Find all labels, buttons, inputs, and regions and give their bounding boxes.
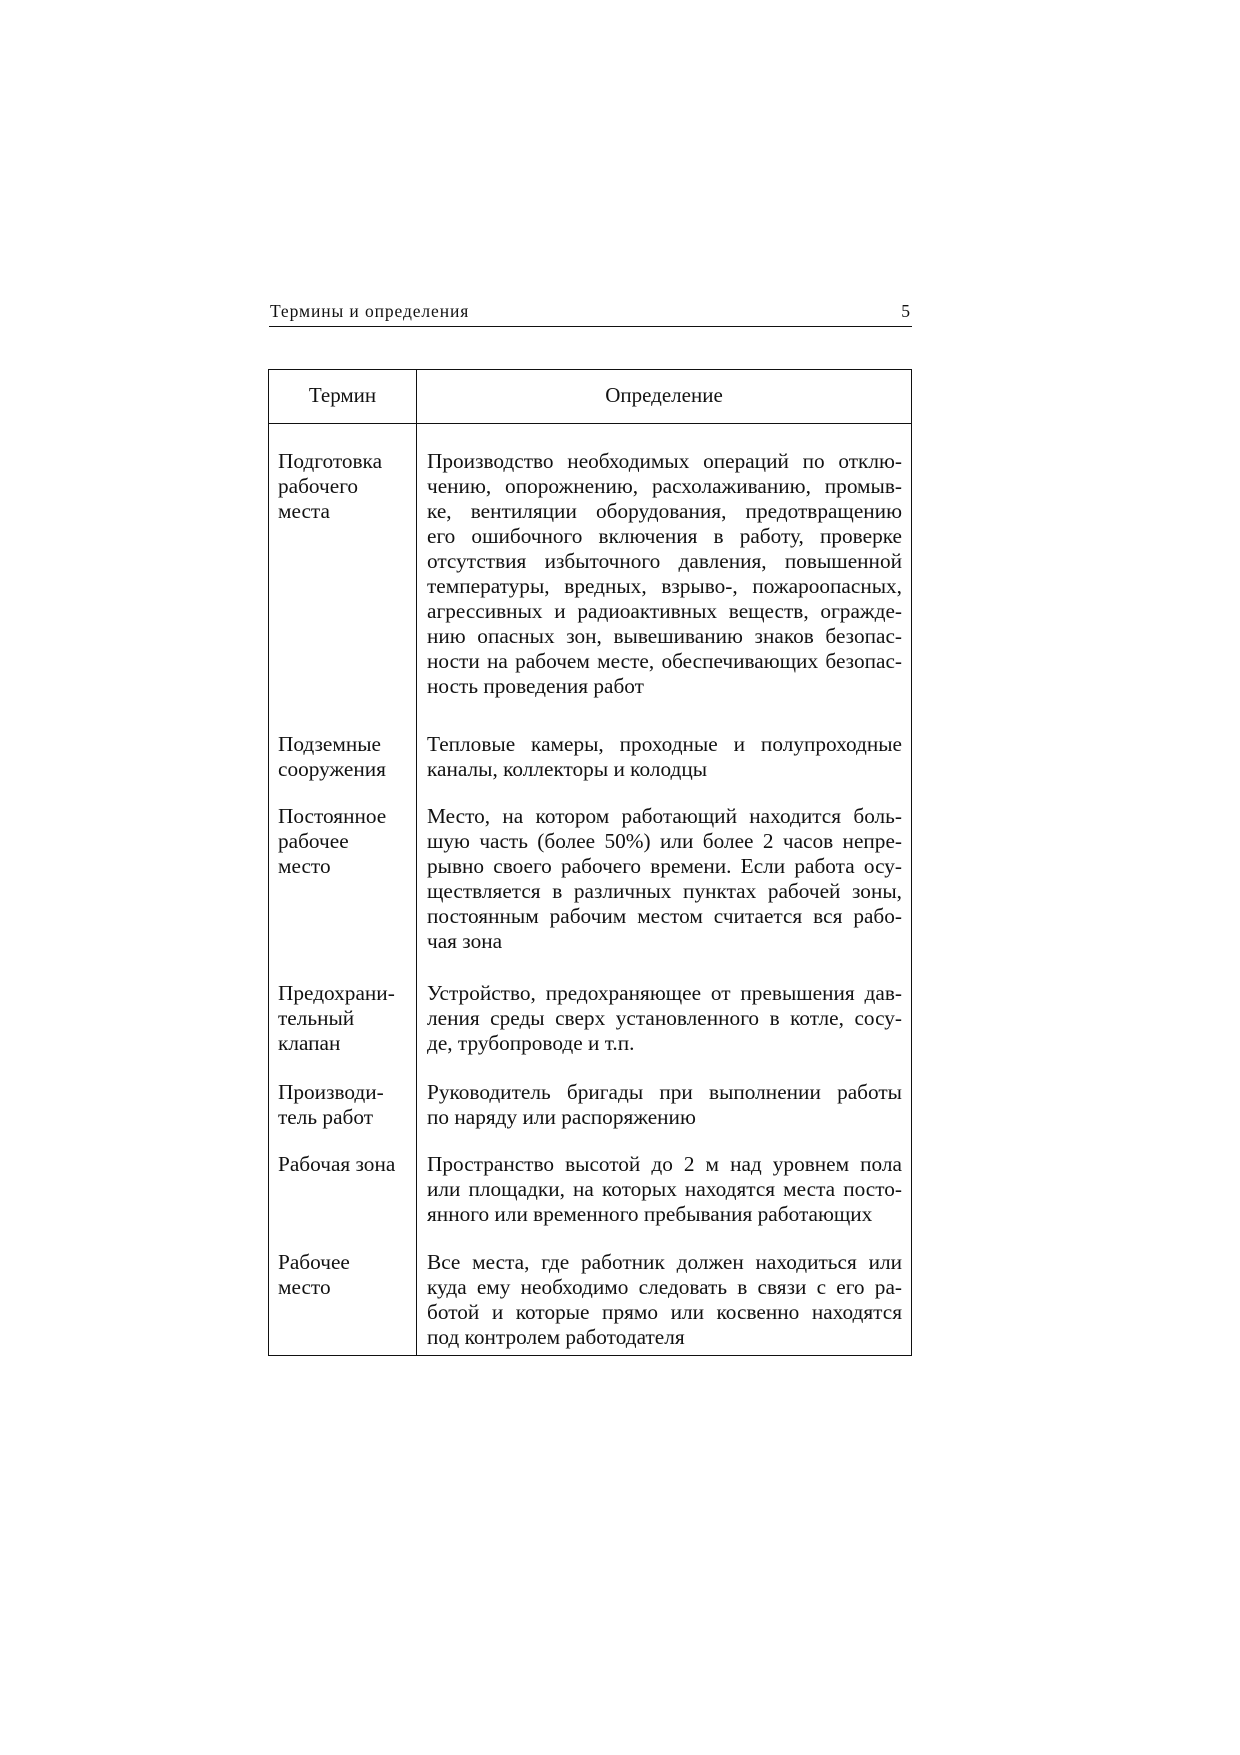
- definition-line: отсутствия избыточного давления, повышенной: [427, 549, 902, 573]
- definition-line: де, трубопроводе и т.п.: [427, 1031, 635, 1056]
- term-line: тель работ: [278, 1104, 374, 1129]
- definition-line: по наряду или распоряжению: [427, 1104, 696, 1129]
- definition-line: чению, опорожнению, расхолаживанию, промыв-: [427, 474, 902, 498]
- definition-line: Производство необходимых операций по отклю-: [427, 449, 902, 473]
- term-cell: [269, 1152, 417, 1250]
- definition-line: чая зона: [427, 929, 503, 954]
- table-row: [269, 1080, 912, 1152]
- definition-line: Руководитель бригады при выполнении работы: [427, 1079, 902, 1104]
- table-filler-row: [269, 1355, 912, 1356]
- table-body: [269, 424, 912, 1356]
- definition-line: рывно своего рабочего времени. Если работа осу-: [427, 854, 902, 879]
- table-row: [269, 804, 912, 981]
- term-line: сооружения: [278, 756, 386, 781]
- definition-cell: [417, 804, 912, 981]
- definition-line: агрессивных и радиоактивных веществ, огражде-: [427, 599, 902, 623]
- table-header-row: [269, 370, 912, 424]
- definition-line: Устройство, предохраняющее от превышения дав-: [427, 981, 902, 1006]
- definition-cell: [417, 424, 912, 732]
- term-line: Предохрани-: [278, 981, 395, 1006]
- column-header-term: Термин: [269, 370, 417, 424]
- table-row: [269, 981, 912, 1079]
- terms-table: [268, 369, 912, 1356]
- term-line: Подземные: [278, 731, 382, 756]
- term-line: Рабочее: [278, 1250, 350, 1275]
- definition-line: его ошибочного включения в работу, проверке: [427, 524, 902, 548]
- term-line: Постоянное: [278, 804, 387, 829]
- filler-cell: [269, 1355, 417, 1356]
- definition-line: ности на рабочем месте, обеспечивающих безопас-: [427, 649, 902, 673]
- term-line: Производи-: [278, 1079, 384, 1104]
- filler-cell: [417, 1355, 912, 1356]
- page-number: 5: [901, 301, 910, 321]
- table-row: [269, 732, 912, 804]
- definition-line: температуры, вредных, взрыво-, пожароопасных,: [427, 574, 902, 598]
- definition-line: ке, вентиляции оборудования, предотвращению: [427, 499, 902, 523]
- term-line: место: [278, 1275, 331, 1300]
- table-row: [269, 1250, 912, 1355]
- table-row: [269, 1152, 912, 1250]
- definition-line: куда ему необходимо следовать в связи с его ра-: [427, 1275, 902, 1300]
- term-cell: [269, 424, 417, 732]
- definition-cell: [417, 1152, 912, 1250]
- term-cell: [269, 981, 417, 1079]
- column-header-definition: Определение: [417, 370, 912, 424]
- term-line: рабочее: [278, 829, 349, 854]
- definition-line: ществляется в различных пунктах рабочей зоны,: [427, 879, 902, 904]
- term-line: место: [278, 854, 331, 879]
- definition-cell: [417, 732, 912, 804]
- term-line: Подготовка: [278, 449, 383, 473]
- definition-line: шую часть (более 50%) или более 2 часов непре-: [427, 829, 902, 854]
- definition-cell: [417, 1080, 912, 1152]
- running-head: [269, 300, 912, 327]
- term-cell: [269, 732, 417, 804]
- definition-line: Все места, где работник должен находиться или: [427, 1250, 902, 1275]
- table-row: [269, 424, 912, 732]
- term-line: тельный: [278, 1006, 355, 1031]
- term-line: клапан: [278, 1031, 341, 1056]
- term-cell: [269, 804, 417, 981]
- definition-line: под контролем работодателя: [427, 1325, 685, 1350]
- running-head-title: Термины и определения: [270, 301, 470, 321]
- definition-line: ботой и которые прямо или косвенно находятся: [427, 1300, 902, 1325]
- term-cell: [269, 1250, 417, 1355]
- definition-line: ность проведения работ: [427, 674, 644, 698]
- definition-cell: [417, 1250, 912, 1355]
- term-cell: [269, 1080, 417, 1152]
- definition-line: янного или временного пребывания работающих: [427, 1201, 873, 1226]
- definition-line: постоянным рабочим местом считается вся рабо-: [427, 904, 902, 929]
- definition-line: нию опасных зон, вывешиванию знаков безопас-: [427, 624, 902, 648]
- definition-line: каналы, коллекторы и колодцы: [427, 756, 708, 781]
- definition-line: Пространство высотой до 2 м над уровнем пола: [427, 1151, 902, 1176]
- definition-cell: [417, 981, 912, 1079]
- definition-line: или площадки, на которых находятся места посто-: [427, 1176, 902, 1201]
- term-line: места: [278, 499, 330, 523]
- definition-line: ления среды сверх установленного в котле, сосу-: [427, 1006, 902, 1031]
- term-line: Рабочая зона: [278, 1151, 396, 1176]
- term-line: рабочего: [278, 474, 359, 498]
- definition-line: Тепловые камеры, проходные и полупроходные: [427, 731, 902, 756]
- definition-line: Место, на котором работающий находится боль-: [427, 804, 902, 829]
